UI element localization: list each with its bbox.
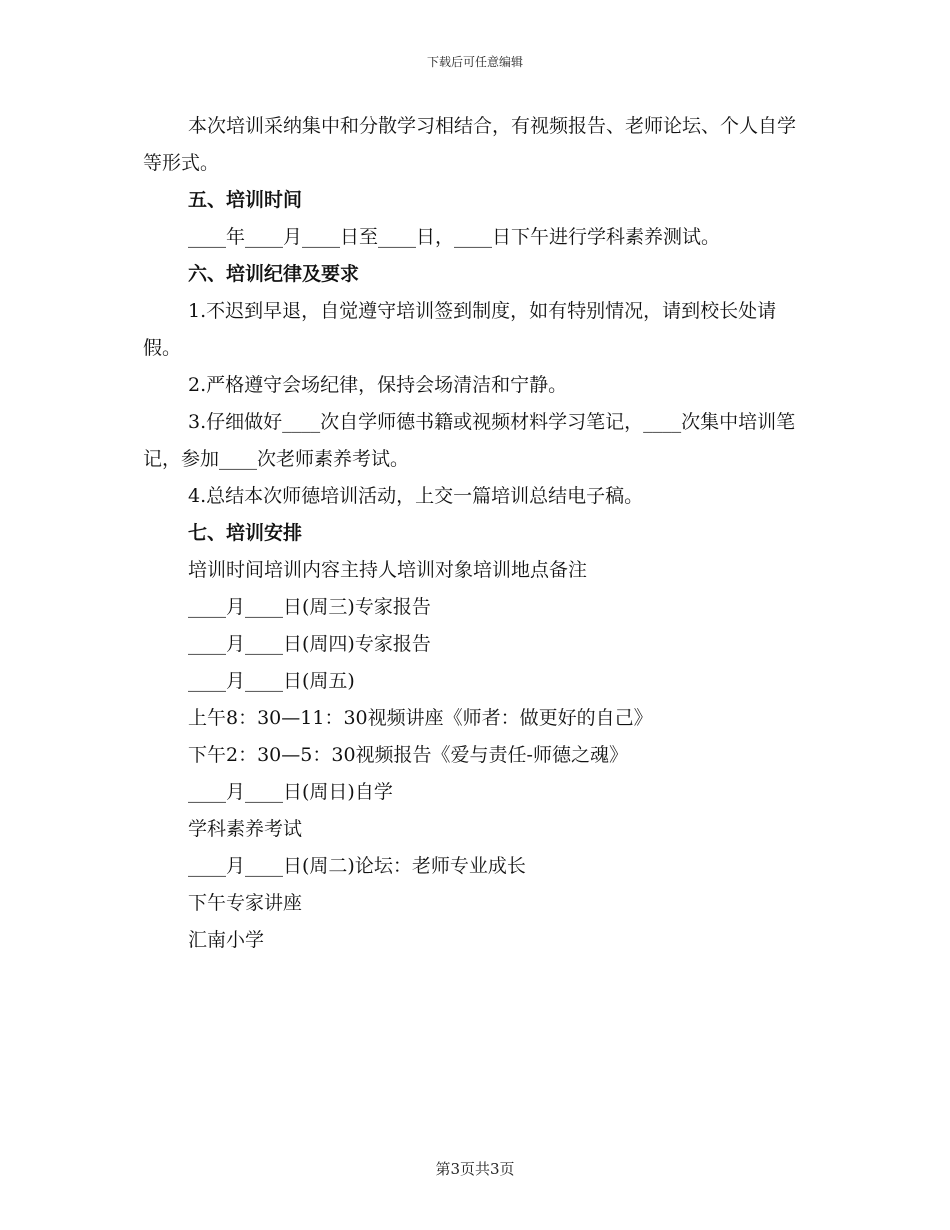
schedule-line: 下午专家讲座: [188, 892, 303, 914]
schedule-line: ____月____日(周二)论坛：老师专业成长: [188, 855, 526, 877]
schedule-line: ____月____日(周五): [188, 670, 355, 692]
requirement-1: 1.不迟到早退，自觉遵守培训签到制度，如有特别情况，请到校长处请假。: [143, 300, 777, 359]
requirement-3: 3.仔细做好____次自学师德书籍或视频材料学习笔记，____次集中培训笔记，参加____次老师素养考试。: [143, 411, 796, 470]
page-footer: 第3页共3页: [435, 1160, 515, 1178]
school-name: 汇南小学: [188, 929, 265, 951]
section-6-heading: 六、培训纪律及要求: [188, 263, 360, 285]
schedule-line: ____月____日(周三)专家报告: [188, 596, 431, 618]
schedule-line: 培训时间培训内容主持人培训对象培训地点备注: [188, 559, 588, 581]
section-7-heading: 七、培训安排: [188, 522, 303, 544]
schedule-line: 下午2：30—5：30视频报告《爱与责任-师德之魂》: [188, 744, 628, 766]
schedule-line: 上午8：30—11：30视频讲座《师者：做更好的自己》: [188, 707, 653, 729]
requirement-4: 4.总结本次师德培训活动，上交一篇培训总结电子稿。: [188, 485, 644, 507]
training-time-text: ____年____月____日至____日，____日下午进行学科素养测试。: [188, 226, 721, 248]
requirement-2: 2.严格遵守会场纪律，保持会场清洁和宁静。: [188, 374, 568, 396]
schedule-line: ____月____日(周日)自学: [188, 781, 393, 803]
page-header: 下载后可任意编辑: [426, 55, 523, 69]
schedule-line: ____月____日(周四)专家报告: [188, 633, 431, 655]
document-body: [143, 108, 803, 959]
intro-paragraph: 本次培训采纳集中和分散学习相结合，有视频报告、老师论坛、个人自学等形式。: [143, 115, 797, 174]
schedule-line: 学科素养考试: [188, 818, 303, 840]
section-5-heading: 五、培训时间: [188, 189, 303, 211]
